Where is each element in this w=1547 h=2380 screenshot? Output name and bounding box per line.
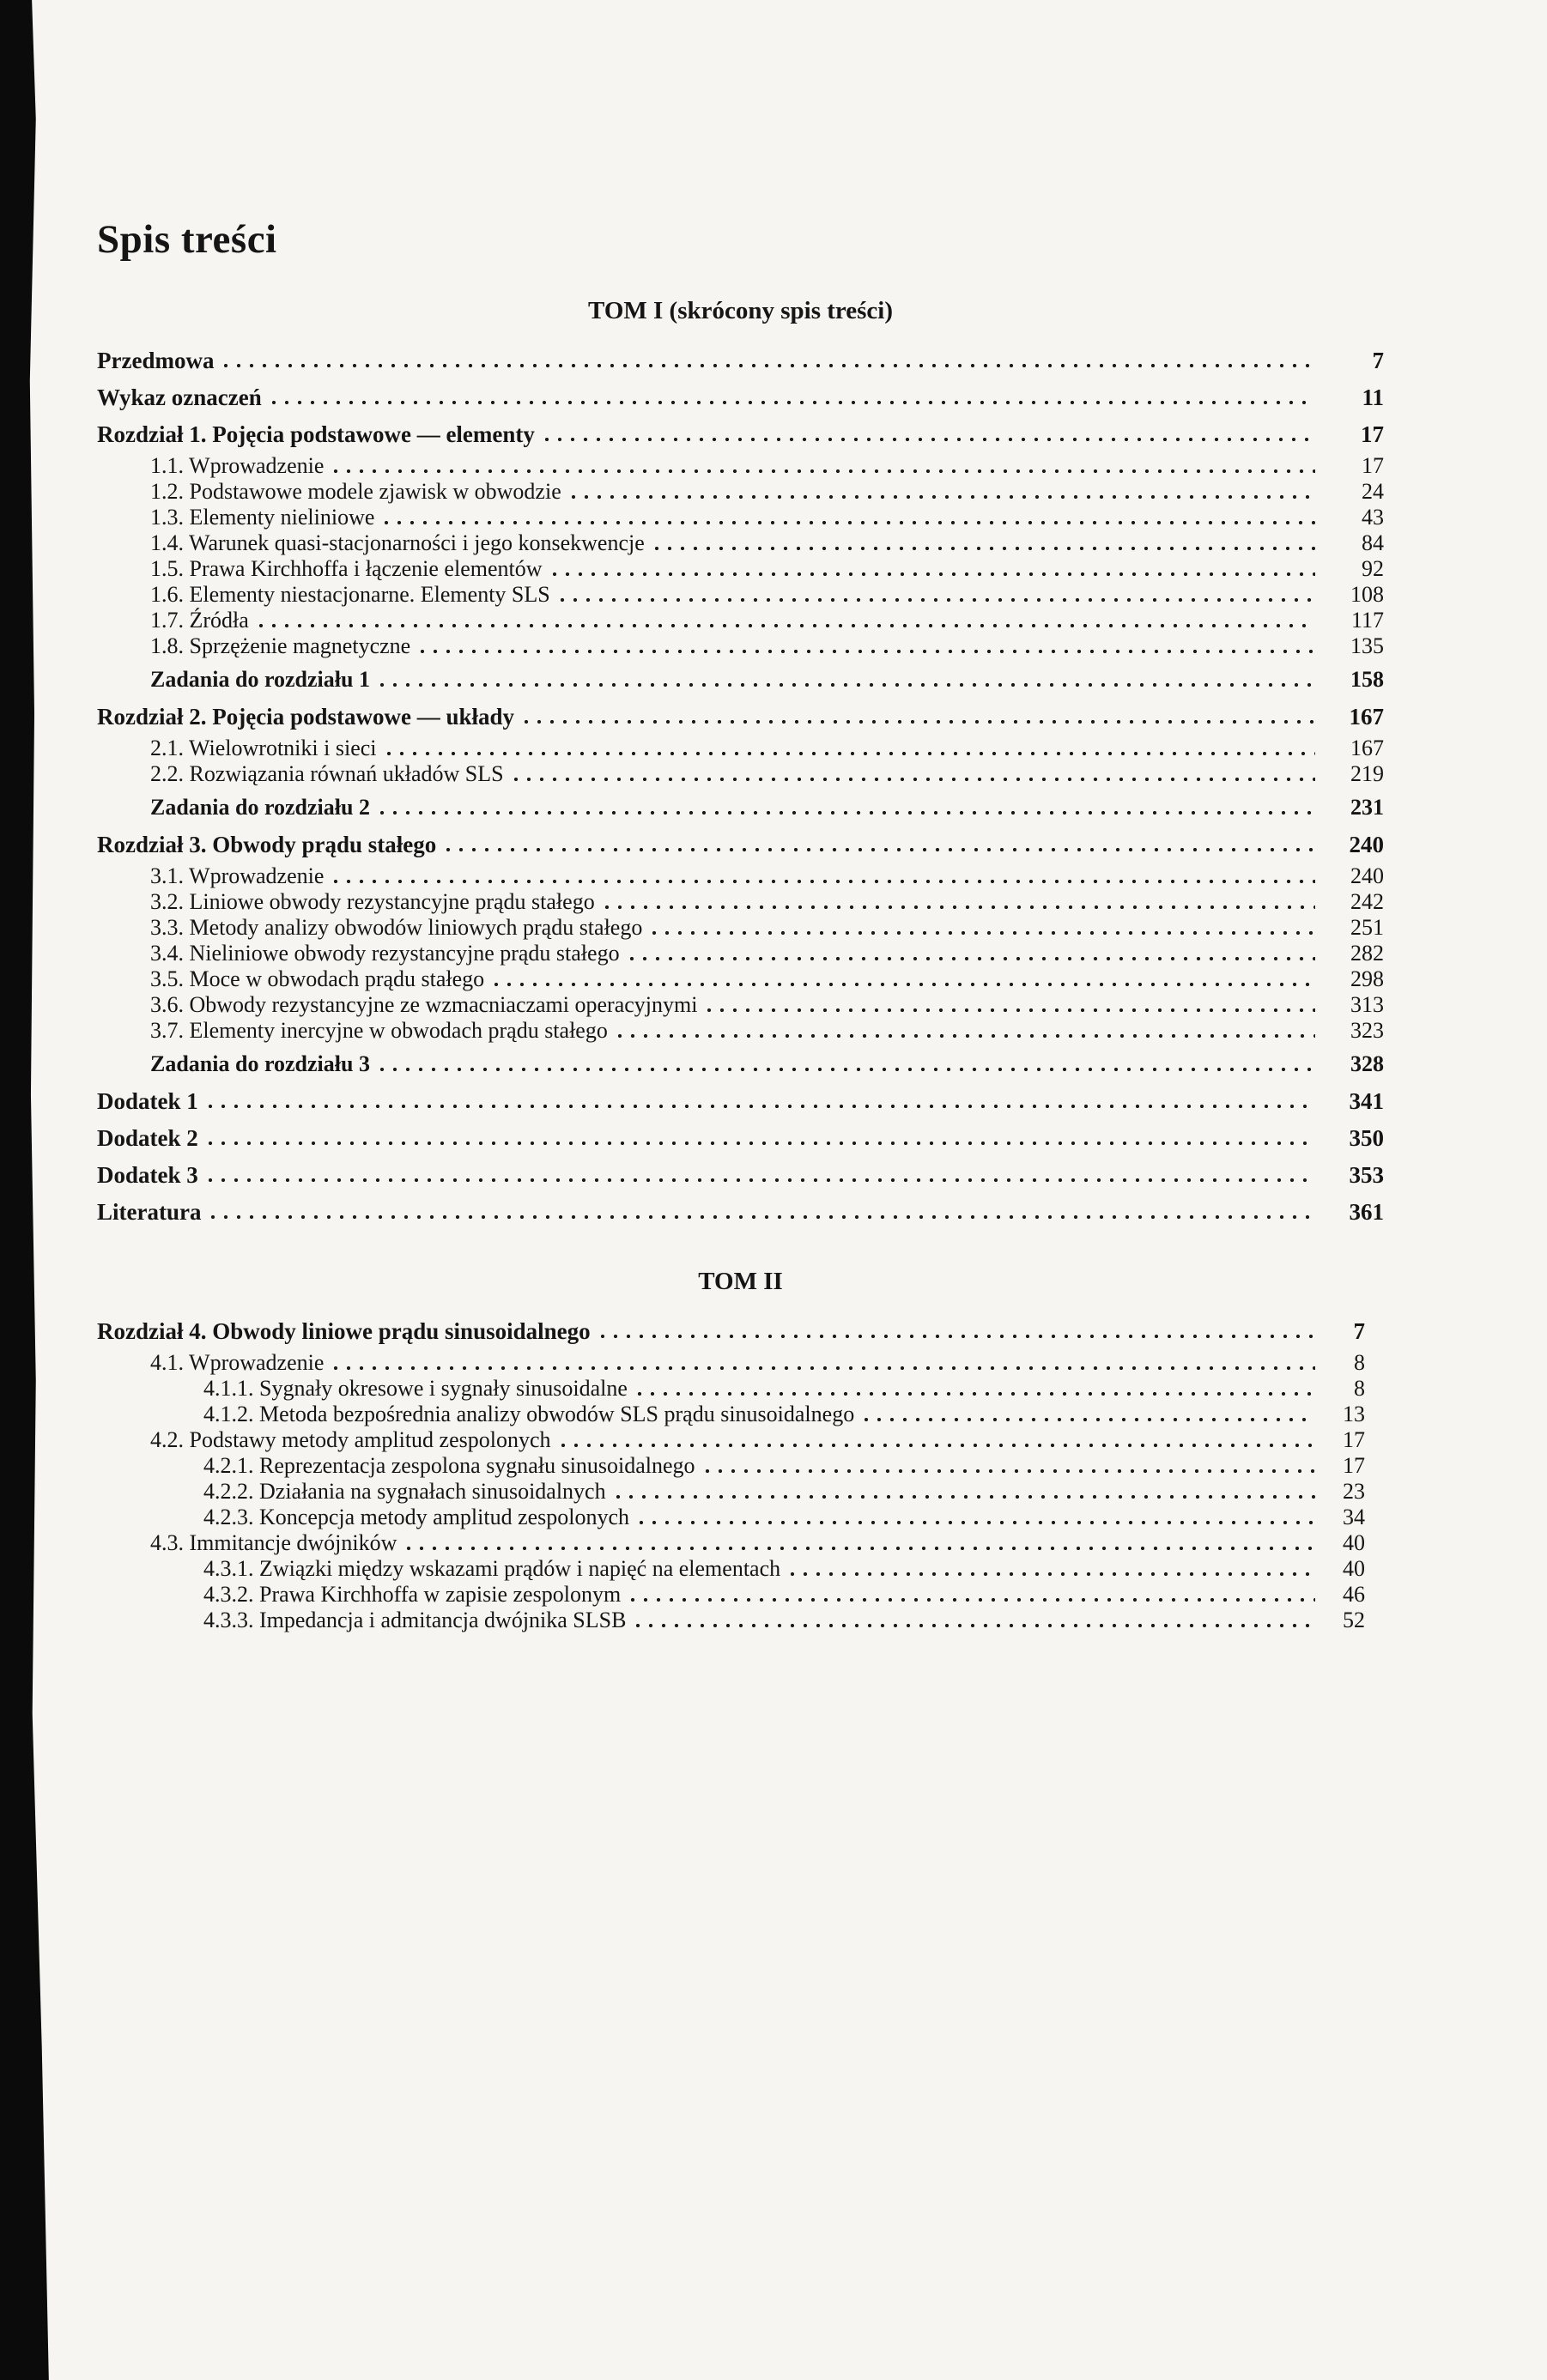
toc-entry-label: Dodatek 1	[97, 1088, 198, 1114]
toc-entry	[150, 556, 1384, 582]
toc-entry-page: 40	[1343, 1556, 1365, 1581]
toc-entry-label: 3.1. Wprowadzenie	[150, 863, 325, 888]
dot-leader	[618, 1034, 1315, 1038]
toc-entry	[150, 633, 1384, 659]
toc-entry-label: 4.1.2. Metoda bezpośrednia analizy obwodów SLS prądu sinusoidalnego	[203, 1402, 855, 1426]
toc-entry-label: Dodatek 3	[97, 1162, 198, 1188]
toc-entry-label: 3.6. Obwody rezystancyjne ze wzmacniaczami operacyjnymi	[150, 992, 698, 1017]
toc-entry	[150, 1350, 1384, 1376]
dot-leader	[211, 1215, 1315, 1219]
toc-entry-label: 1.8. Sprzężenie magnetyczne	[150, 633, 411, 658]
toc-entry	[150, 608, 1384, 633]
toc-entry	[150, 1427, 1384, 1453]
toc-entry-label: 1.1. Wprowadzenie	[150, 453, 325, 478]
dot-leader	[380, 683, 1315, 687]
toc-entry-label: Rozdział 2. Pojęcia podstawowe — układy	[97, 704, 514, 730]
page-title: Spis treści	[97, 217, 277, 262]
toc-entry-label: 1.4. Warunek quasi-stacjonarności i jego konsekwencje	[150, 530, 645, 555]
toc-entry-page: 17	[1362, 453, 1384, 478]
toc-entry-page: 46	[1343, 1582, 1365, 1607]
dot-leader	[561, 1444, 1315, 1447]
toc-entry-label: 1.3. Elementy nieliniowe	[150, 505, 375, 530]
toc-entry-page: 7	[1353, 1318, 1365, 1344]
toc-entry-label: 4.1. Wprowadzenie	[150, 1350, 325, 1375]
dot-leader	[514, 778, 1315, 781]
toc-entry	[203, 1376, 1384, 1402]
toc-entry	[203, 1582, 1384, 1608]
toc-entry	[150, 453, 1384, 479]
toc-entry	[150, 863, 1384, 889]
toc-entry	[203, 1479, 1384, 1505]
toc-entry-page: 92	[1362, 556, 1384, 581]
toc-entry	[150, 736, 1384, 761]
dot-leader	[640, 1521, 1315, 1524]
toc-entry	[150, 941, 1384, 966]
toc-entry	[97, 704, 1384, 730]
toc-entry	[150, 479, 1384, 505]
dot-leader	[334, 469, 1315, 473]
dot-leader	[407, 1547, 1315, 1550]
toc-entry-page: 298	[1350, 966, 1384, 991]
toc-entry-page: 219	[1350, 761, 1384, 786]
toc-entry-label: Wykaz oznaczeń	[97, 385, 262, 410]
toc-entry-page: 240	[1349, 832, 1384, 857]
toc-entry-page: 24	[1362, 479, 1384, 504]
toc-entry-label: 3.4. Nieliniowe obwody rezystancyjne prądu stałego	[150, 941, 620, 966]
toc-entry-label: 3.3. Metody analizy obwodów liniowych prądu stałego	[150, 915, 643, 940]
toc-entry-page: 328	[1350, 1051, 1384, 1076]
toc-entry	[203, 1402, 1384, 1427]
dot-leader	[380, 811, 1315, 815]
dot-leader	[707, 1008, 1315, 1012]
toc-entry-page: 108	[1350, 582, 1384, 607]
toc-entry-label: Zadania do rozdziału 1	[150, 667, 370, 692]
dot-leader	[224, 364, 1315, 367]
toc-entry-page: 251	[1350, 915, 1384, 940]
dot-leader	[616, 1495, 1315, 1499]
dot-leader	[421, 650, 1315, 653]
toc-entry	[97, 1318, 1384, 1344]
toc-entry-label: Literatura	[97, 1199, 202, 1225]
dot-leader	[791, 1572, 1315, 1576]
dot-leader	[525, 720, 1315, 724]
toc-entry	[150, 966, 1384, 992]
toc-entry	[97, 832, 1384, 857]
toc-entry-label: Dodatek 2	[97, 1125, 198, 1151]
dot-leader	[655, 547, 1315, 550]
toc-entry-label: 4.3.3. Impedancja i admitancja dwójnika SLSB	[203, 1608, 627, 1632]
toc-volume	[97, 1268, 1384, 1633]
toc-entry-page: 13	[1343, 1402, 1365, 1426]
toc-entry	[203, 1608, 1384, 1633]
toc-entry-page: 17	[1361, 421, 1384, 447]
toc-entry-label: 4.3.2. Prawa Kirchhoffa w zapisie zespolonym	[203, 1582, 622, 1607]
dot-leader	[494, 983, 1315, 986]
toc-entry-page: 341	[1349, 1088, 1384, 1114]
toc-entry-page: 17	[1343, 1453, 1365, 1478]
dot-leader	[334, 880, 1315, 883]
toc-entry-page: 117	[1350, 608, 1384, 633]
toc-entry-page: 17	[1343, 1427, 1365, 1452]
dot-leader	[209, 1105, 1315, 1108]
toc-entry	[97, 348, 1384, 373]
toc-entry-label: 1.2. Podstawowe modele zjawisk w obwodzie	[150, 479, 561, 504]
toc-entry	[97, 1125, 1384, 1151]
dot-leader	[446, 848, 1315, 851]
dot-leader	[638, 1392, 1315, 1396]
toc-entry	[203, 1505, 1384, 1530]
toc-entry-label: Zadania do rozdziału 3	[150, 1051, 370, 1076]
toc-entry-label: 3.7. Elementy inercyjne w obwodach prądu stałego	[150, 1018, 608, 1043]
toc-entry	[97, 421, 1384, 447]
toc-entry-label: 2.1. Wielowrotniki i sieci	[150, 736, 377, 760]
toc-entry-label: 4.3. Immitancje dwójników	[150, 1530, 397, 1555]
toc-entry	[150, 1018, 1384, 1044]
toc-entry-page: 52	[1343, 1608, 1365, 1632]
toc-entry-page: 240	[1350, 863, 1384, 888]
dot-leader	[630, 957, 1315, 960]
toc-entry-page: 23	[1343, 1479, 1365, 1504]
toc-entry	[203, 1556, 1384, 1582]
toc-entry	[203, 1453, 1384, 1479]
toc-entry-page: 84	[1362, 530, 1384, 555]
toc-entry-page: 40	[1343, 1530, 1365, 1555]
toc-entry-page: 242	[1350, 889, 1384, 914]
toc-entry	[150, 889, 1384, 915]
dot-leader	[380, 1068, 1315, 1071]
toc-entry	[150, 505, 1384, 530]
dot-leader	[706, 1469, 1315, 1473]
toc-entry-page: 361	[1349, 1199, 1384, 1225]
toc-entry	[150, 915, 1384, 941]
dot-leader	[545, 438, 1315, 441]
dot-leader	[259, 624, 1315, 627]
toc-entry-page: 7	[1372, 348, 1384, 373]
toc-entry-page: 8	[1354, 1376, 1365, 1401]
toc-entry	[97, 385, 1384, 410]
toc-entry-page: 158	[1350, 667, 1384, 692]
toc-entry	[150, 530, 1384, 556]
dot-leader	[572, 495, 1315, 499]
toc-entry-label: 1.5. Prawa Kirchhoffa i łączenie elementów	[150, 556, 543, 581]
dot-leader	[272, 401, 1315, 404]
dot-leader	[334, 1366, 1315, 1370]
volume-heading: TOM I (skrócony spis treści)	[588, 297, 893, 324]
toc-entry	[150, 1530, 1384, 1556]
dot-leader	[864, 1418, 1315, 1421]
toc-entry-page: 135	[1350, 633, 1384, 658]
toc-entry-page: 323	[1350, 1018, 1384, 1043]
toc-entry-page: 231	[1350, 795, 1384, 820]
toc-entry-label: Rozdział 3. Obwody prądu stałego	[97, 832, 437, 857]
toc-entry-page: 282	[1350, 941, 1384, 966]
toc-entry-label: Zadania do rozdziału 2	[150, 795, 370, 820]
dot-leader	[387, 752, 1316, 755]
toc-entry-label: 3.5. Moce w obwodach prądu stałego	[150, 966, 485, 991]
toc-entry-label: 4.3.1. Związki między wskazami prądów i napięć na elementach	[203, 1556, 781, 1581]
toc-entry-label: 2.2. Rozwiązania równań układów SLS	[150, 761, 504, 786]
toc-entry-page: 11	[1362, 385, 1384, 410]
dot-leader	[209, 1178, 1315, 1182]
toc-entry-page: 353	[1349, 1162, 1384, 1188]
toc-entry-label: Rozdział 1. Pojęcia podstawowe — elementy	[97, 421, 535, 447]
toc-entry-label: 4.2.3. Koncepcja metody amplitud zespolonych	[203, 1505, 630, 1529]
toc-entry-label: 1.6. Elementy niestacjonarne. Elementy SLS	[150, 582, 550, 607]
toc-entry	[150, 667, 1384, 693]
volume-heading: TOM II	[698, 1268, 783, 1295]
toc-entry	[97, 1088, 1384, 1114]
dot-leader	[209, 1142, 1315, 1145]
toc-entry-label: 1.7. Źródła	[150, 608, 249, 633]
toc-entry-page: 167	[1350, 736, 1384, 760]
dot-leader	[553, 572, 1316, 576]
toc-entry	[97, 1199, 1384, 1225]
dot-leader	[601, 1335, 1315, 1338]
toc-entry	[150, 1051, 1384, 1077]
toc-entry-page: 43	[1362, 505, 1384, 530]
toc-entry-page: 350	[1349, 1125, 1384, 1151]
toc-volume	[97, 297, 1384, 1225]
toc-entry-label: 4.2.2. Działania na sygnałach sinusoidalnych	[203, 1479, 606, 1504]
toc-entry-label: 4.2. Podstawy metody amplitud zespolonych	[150, 1427, 551, 1452]
toc-entry-label: 4.2.1. Reprezentacja zespolona sygnału sinusoidalnego	[203, 1453, 695, 1478]
dot-leader	[561, 598, 1315, 602]
toc-entry-page: 8	[1354, 1350, 1365, 1375]
dot-leader	[631, 1598, 1315, 1602]
toc-entry-label: 4.1.1. Sygnały okresowe i sygnały sinusoidalne	[203, 1376, 628, 1401]
toc-entry-label: 3.2. Liniowe obwody rezystancyjne prądu stałego	[150, 889, 595, 914]
toc-entry-label: Przedmowa	[97, 348, 215, 373]
toc-entry	[150, 761, 1384, 787]
toc-entry	[97, 1162, 1384, 1188]
toc-volumes	[97, 297, 1384, 1633]
toc-entry-page: 313	[1350, 992, 1384, 1017]
toc-entry-page: 167	[1349, 704, 1384, 730]
toc-entry-page: 34	[1343, 1505, 1365, 1529]
toc-entry	[150, 582, 1384, 608]
toc-entry	[150, 992, 1384, 1018]
dot-leader	[652, 931, 1315, 935]
dot-leader	[605, 905, 1315, 909]
dot-leader	[385, 521, 1315, 524]
toc-entry	[150, 795, 1384, 821]
toc-entry-label: Rozdział 4. Obwody liniowe prądu sinusoidalnego	[97, 1318, 591, 1344]
dot-leader	[636, 1624, 1315, 1627]
